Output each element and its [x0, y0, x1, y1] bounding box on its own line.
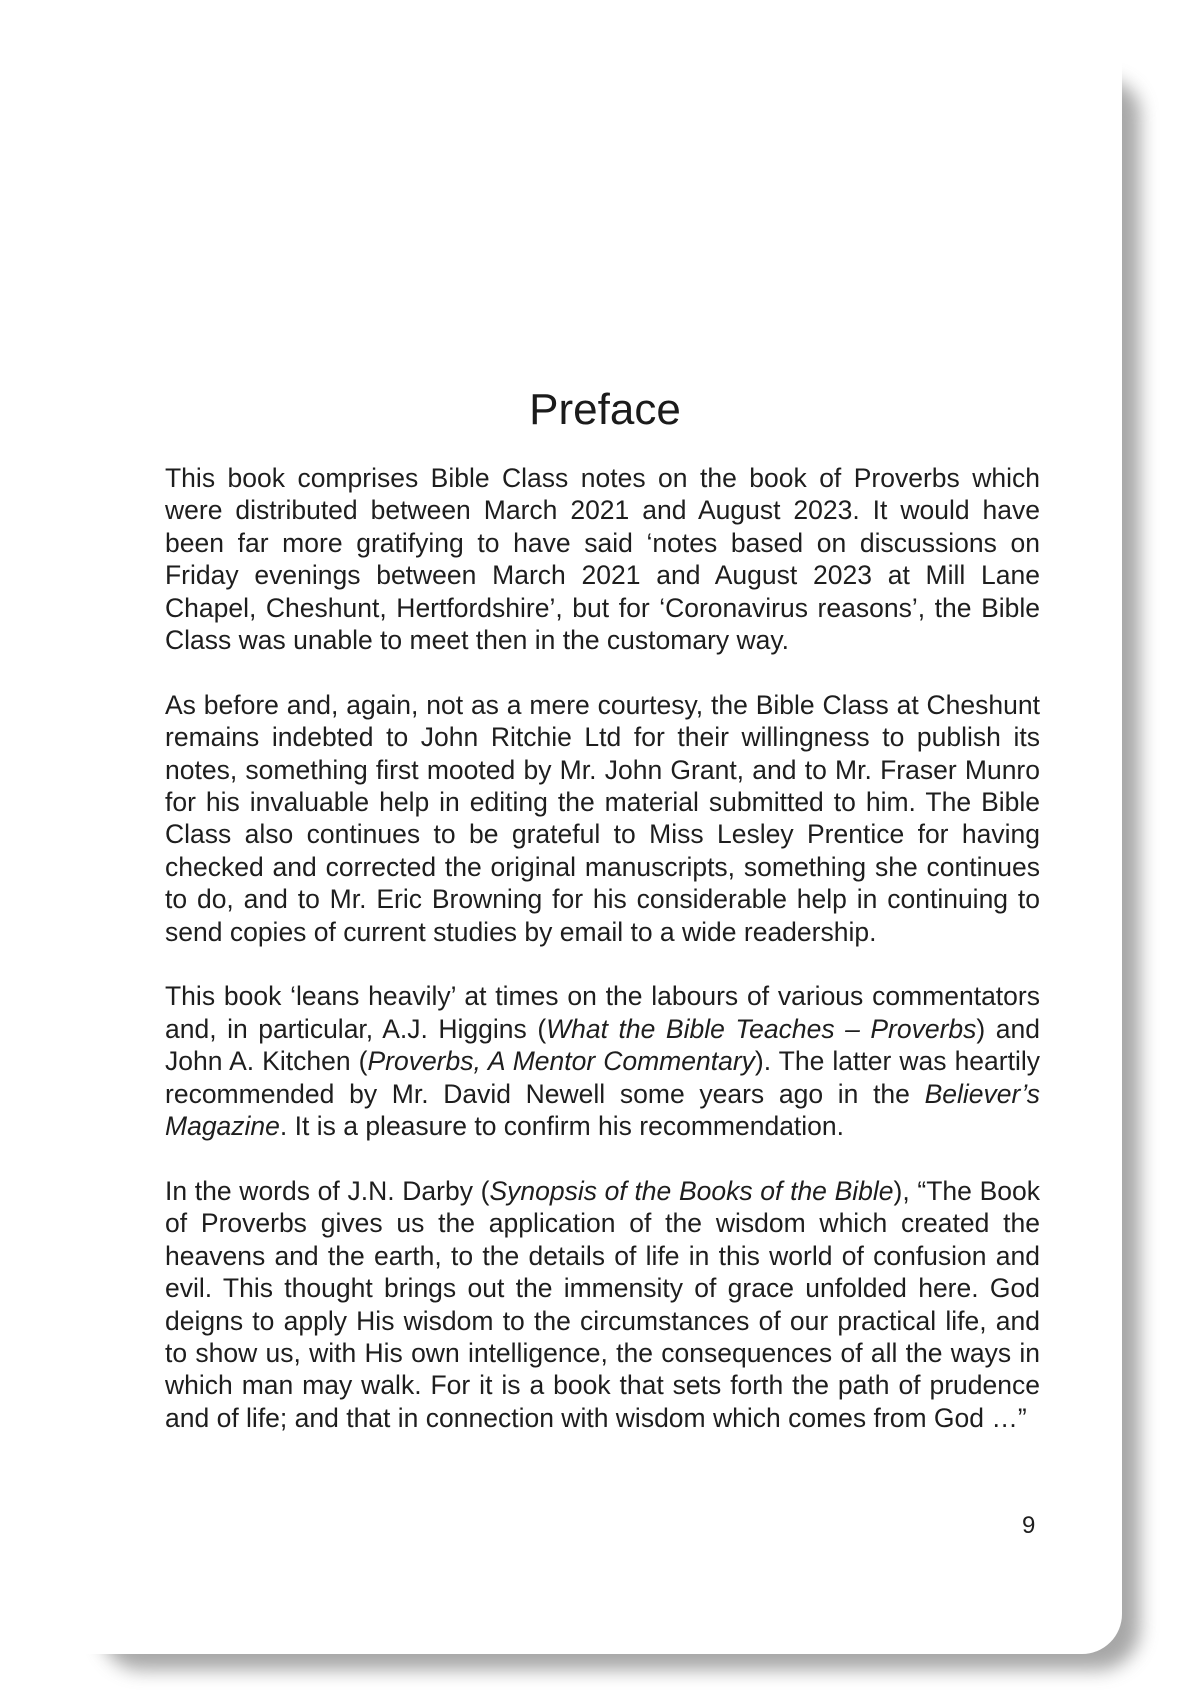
paragraph-4: [165, 1175, 1040, 1434]
paragraph-4-text-1: In the words of J.N. Darby (: [165, 1175, 490, 1206]
paragraph-4-text-2: ), “The Book of Proverbs gives us the application of the wisdom which created the heavens and the earth, to the details of life in this world of confusion and evil. This thought brings out the immensity of grace unfolded here. God deigns to apply His wisdom to the circumstances of our practical life, and to show us, with His own intelligence, the consequences of all the ways in which man may walk. For it is a book that sets forth the path of prudence and of life; and that in connection with wisdom which comes from God …”: [165, 1175, 1040, 1433]
paragraph-3-text-3: ). The latter was heartily recommended by Mr. David Newell some years ago in the: [165, 1046, 1040, 1109]
book-title-kitchen: Proverbs, A Mentor Commentary: [367, 1046, 755, 1077]
page-number: 9: [1022, 1512, 1036, 1539]
book-title-darby: Synopsis of the Books of the Bible: [489, 1175, 894, 1206]
page-title: Preface: [529, 385, 681, 434]
paragraph-3-text-4: . It is a pleasure to confirm his recommendation.: [279, 1111, 845, 1142]
paragraph-3-text-1: This book ‘leans heavily’ at times on the labours of various commentators and, in particular, A.J. Higgins (: [165, 981, 1040, 1044]
preface-body: [165, 462, 1040, 1467]
paragraph-3: [165, 980, 1040, 1142]
magazine-title: Believer’s Magazine: [165, 1078, 1040, 1142]
book-title-higgins: What the Bible Teaches – Proverbs: [546, 1013, 977, 1044]
paragraph-3-text-2: ) and John A. Kitchen (: [165, 1013, 1040, 1077]
paragraph-1: This book comprises Bible Class notes on the book of Proverbs which were distributed between March 2021 and August 2023. It would have been far more gratifying to have said ‘notes based on discussions on Friday evenings between March 2021 and August 2023 at Mill Lane Chapel, Cheshunt, Hertfordshire’, but for ‘Coronavirus reasons’, the Bible Class was unable to meet then in the customary way.: [165, 463, 1040, 656]
paragraph-2: As before and, again, not as a mere courtesy, the Bible Class at Cheshunt remains indebted to John Ritchie Ltd for their willingness to publish its notes, something first mooted by Mr. John Grant, and to Mr. Fraser Munro for his invaluable help in editing the material submitted to him. The Bible Class also continues to be grateful to Miss Lesley Prentice for having checked and corrected the original manuscripts, something she continues to do, and to Mr. Eric Browning for his considerable help in continuing to send copies of current studies by email to a wide readership.: [165, 689, 1040, 947]
